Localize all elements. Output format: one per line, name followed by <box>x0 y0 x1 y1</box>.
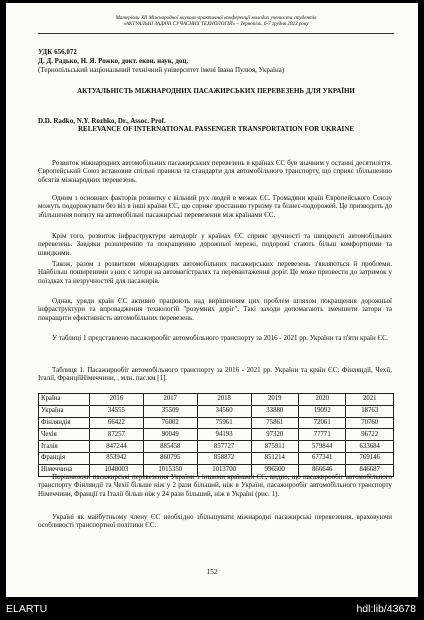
value-cell: 633684 <box>346 441 394 453</box>
table-row <box>39 429 394 441</box>
value-cell: 35509 <box>143 405 197 417</box>
value-cell: 18763 <box>346 405 394 417</box>
header-cell: 2019 <box>251 394 298 406</box>
page-number: 152 <box>206 568 218 576</box>
document-page <box>6 3 418 597</box>
value-cell: 846687 <box>346 464 394 476</box>
title-en: RELEVANCE OF INTERNATIONAL PASSENGER TRANSPORTATION FOR UKRAINE <box>77 125 355 133</box>
handle-id: hdl:lib/43678 <box>356 603 416 615</box>
value-cell: 34555 <box>90 405 144 417</box>
title-ua: АКТУАЛЬНІСТЬ МІЖНАРОДНИХ ПАСАЖИРСЬКИХ ПЕРЕВЕЗЕНЬ ДЛЯ УКРАЇНИ <box>77 87 355 95</box>
value-cell: 96722 <box>346 429 394 441</box>
udc-code: УДК 656.072 <box>38 48 77 56</box>
value-cell: 94193 <box>197 429 251 441</box>
paragraph-3: Крім того, розвиток інфраструктури автодоріг у країнах ЄС сприяє зручності та швидкості автомобільних перевезень. Завдяки розширенню та покращенню дорожньої мережі, подорожі стають більш комфортними та швидкими. <box>38 232 392 257</box>
paragraph-8: Україні як майбутньому члену ЄС необхідно збільшувати міжнародні пасажирські перевезення, враховуючи особливості транспортної політики ЄС. <box>38 513 392 530</box>
value-cell: 76002 <box>143 417 197 429</box>
passenger-turnover-table <box>38 393 394 477</box>
country-cell: Німеччина <box>39 464 90 476</box>
country-cell: Фінляндія <box>39 417 90 429</box>
value-cell: 866646 <box>299 464 346 476</box>
header-cell: Країна <box>39 394 90 406</box>
value-cell: 75961 <box>197 417 251 429</box>
header-cell: 2020 <box>299 394 346 406</box>
paragraph-5: Однак, уряди країн ЄС активно працюють над вирішенням цих проблем шляхом покращення дорожньої інфраструктури та впровадження технологій "розумних доріг". Такі заходи допомагають зменшити затори та покращити ефективність автомобільних перевезень. <box>38 297 392 322</box>
header-cell: 2018 <box>197 394 251 406</box>
value-cell: 1048003 <box>90 464 144 476</box>
header-cell: 2017 <box>143 394 197 406</box>
value-cell: 70760 <box>346 417 394 429</box>
repository-name: ELARTU <box>6 603 48 615</box>
header-cell: 2016 <box>90 394 144 406</box>
table-row <box>39 452 394 464</box>
country-cell: Україна <box>39 405 90 417</box>
table-row <box>39 405 394 417</box>
country-cell: Франція <box>39 452 90 464</box>
authors-ua: Д. Д. Радько, Н. Я. Рожко, докт. екон. наук, доц. <box>38 57 189 65</box>
country-cell: Італія <box>39 441 90 453</box>
table-header-row <box>39 394 394 406</box>
value-cell: 75861 <box>251 417 298 429</box>
authors-en: D.D. Radko, N.Y. Rozhko, Dr., Assoc. Prof. <box>38 117 166 125</box>
table-caption: Таблиця 1. Пасажирообіг автомобільного транспорту за 2016 - 2021 рр. України та країн ЄС: Фінляндії, Чехії, Італії, ФранціїНімеччини, , млн. пас.км [1]. <box>38 366 392 383</box>
conference-header <box>48 15 384 28</box>
value-cell: 857727 <box>197 441 251 453</box>
value-cell: 34560 <box>197 405 251 417</box>
header-rule <box>38 33 394 34</box>
value-cell: 579844 <box>299 441 346 453</box>
value-cell: 847244 <box>90 441 144 453</box>
paragraph-1: Розвиток міжнародних автомобільних пасажирських перевезень в країнах ЄС був значним у останні десятиліття. Європейський Союз встановив спільні правила та стандарти для автомобільного транспорту, що сприяє збільшенню обсягів міжнародних перевезень. <box>38 159 392 184</box>
country-cell: Чехія <box>39 429 90 441</box>
header-cell: 2021 <box>346 394 394 406</box>
value-cell: 860795 <box>143 452 197 464</box>
value-cell: 996500 <box>251 464 298 476</box>
table-row <box>39 441 394 453</box>
value-cell: 87257 <box>90 429 144 441</box>
value-cell: 33880 <box>251 405 298 417</box>
paragraph-4: Також, разом з розвитком міжнародних автомобільних пасажирських перевезень з'являються й проблеми. Найбільш поширеними з них є затори на автомагістралях та перевантаження доріг. Це може призвести до затримок у поїздках та незручностей для пасажирів. <box>38 260 392 285</box>
paragraph-2: Одним з основних факторів розвитку є вільний рух людей в межах ЄС. Громадяни країн Європейського Союзу можуть подорожувати без віз в інші країни ЄС, що сприяє зростанню туризму та бізнес-подорожей. Це призводить до збільшення попиту на автомобільні пасажирські перевезення між країнами ЄС. <box>38 194 392 219</box>
value-cell: 19092 <box>299 405 346 417</box>
value-cell: 97320 <box>251 429 298 441</box>
value-cell: 677341 <box>299 452 346 464</box>
value-cell: 1013700 <box>197 464 251 476</box>
paragraph-6: У таблиці 1 представлено пасажирообіг автомобільного транспорту за 2016 - 2021 рр. України та п'яти країн ЄС. <box>52 334 389 342</box>
value-cell: 1015350 <box>143 464 197 476</box>
value-cell: 66422 <box>90 417 144 429</box>
header-line-1: Матеріали XII Міжнародної науково-практичної конференції молодих учених та студентів <box>115 15 317 21</box>
value-cell: 851214 <box>251 452 298 464</box>
header-line-2: «АКТУАЛЬНІ ЗАДАЧІ СУЧАСНИХ ТЕХНОЛОГІЙ» – Тернопіль, 6-7 грудня 2023 року <box>123 21 309 28</box>
affiliation-ua: (Тернопільський національний технічний університет імені Івана Пулюя, Україна) <box>38 66 285 74</box>
value-cell: 90049 <box>143 429 197 441</box>
table-row <box>39 417 394 429</box>
value-cell: 858872 <box>197 452 251 464</box>
value-cell: 769146 <box>346 452 394 464</box>
value-cell: 77771 <box>299 429 346 441</box>
paragraph-7: Порівнюючи пасажирські перевезення України з іншими країнами ЄС, видно, що пасажирообіг автомобільного транспорту Фінляндії та Чехії більше ніж у 2 рази більший, ніж в Україні, пасажирообіг автомобільного транспорту Німеччини, Франції та Італії більш ніж у 24 рази більший, ніж в Україні (рис. 1). <box>38 473 392 498</box>
value-cell: 72061 <box>299 417 346 429</box>
value-cell: 853942 <box>90 452 144 464</box>
value-cell: 885458 <box>143 441 197 453</box>
value-cell: 875911 <box>251 441 298 453</box>
